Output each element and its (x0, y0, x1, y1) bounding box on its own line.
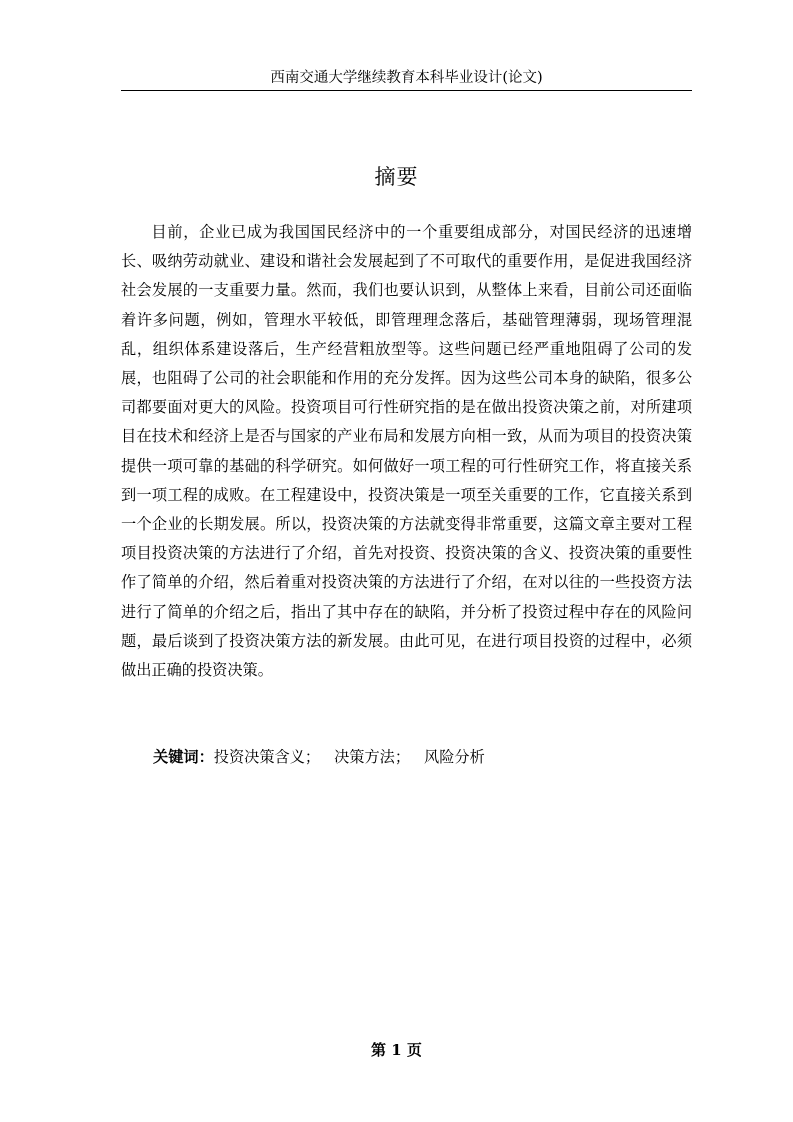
abstract-body: 目前，企业已成为我国国民经济中的一个重要组成部分，对国民经济的迅速增长、吸纳劳动就业、建设和谐社会发展起到了不可取代的重要作用，是促进我国经济社会发展的一支重要力量。然而，我们也要认识到，从整体上来看，目前公司还面临着许多问题，例如，管理水平较低，即管理理念落后，基础管理薄弱，现场管理混乱，组织体系建设落后，生产经营粗放型等。这些问题已经严重地阻碍了公司的发展，也阻碍了公司的社会职能和作用的充分发挥。因为这些公司本身的缺陷，很多公司都要面对更大的风险。投资项目可行性研究指的是在做出投资决策之前，对所建项目在技术和经济上是否与国家的产业布局和发展方向相一致，从而为项目的投资决策提供一项可靠的基础的科学研究。如何做好一项工程的可行性研究工作，将直接关系到一项工程的成败。在工程建设中，投资决策是一项至关重要的工作，它直接关系到一个企业的长期发展。所以，投资决策的方法就变得非常重要，这篇文章主要对工程项目投资决策的方法进行了介绍，首先对投资、投资决策的含义、投资决策的重要性作了简单的介绍，然后着重对投资决策的方法进行了介绍，在对以往的一些投资方法进行了简单的介绍之后，指出了其中存在的缺陷，并分析了投资过程中存在的风险问题，最后谈到了投资决策方法的新发展。由此可见，在进行项目投资的过程中，必须做出正确的投资决策。 (121, 223, 692, 680)
running-header: 西南交通大学继续教育本科毕业设计(论文) (121, 66, 692, 91)
page-number: 第 1 页 (371, 1041, 422, 1059)
keyword-2: 决策方法； (334, 748, 410, 766)
abstract-title: 摘要 (374, 165, 419, 190)
keywords-label: 关键词： (153, 748, 214, 766)
keyword-3: 风险分析 (424, 748, 485, 766)
keywords-line (153, 745, 499, 769)
keyword-1: 投资决策含义； (213, 748, 321, 766)
